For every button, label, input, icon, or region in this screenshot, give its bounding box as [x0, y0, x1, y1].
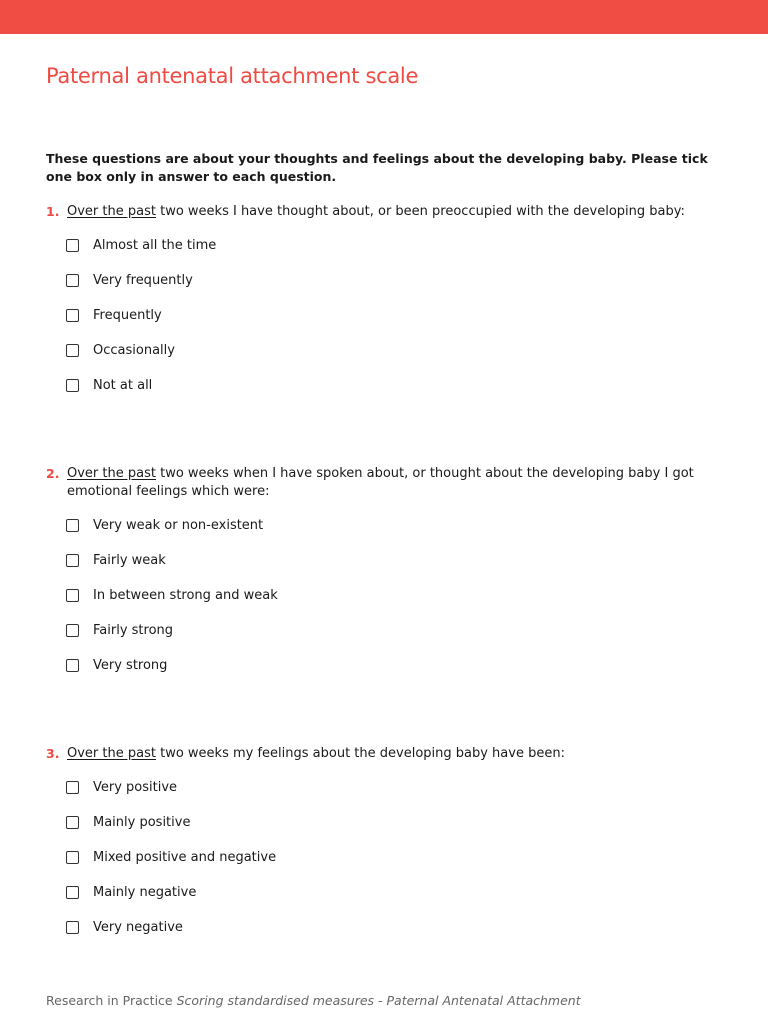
checkbox[interactable] [66, 239, 79, 252]
checkbox[interactable] [66, 309, 79, 322]
checkbox[interactable] [66, 921, 79, 934]
option-label: In between strong and weak [93, 588, 278, 603]
checkbox[interactable] [66, 624, 79, 637]
option-label: Very strong [93, 658, 168, 673]
checkbox[interactable] [66, 589, 79, 602]
option-label: Very frequently [93, 273, 193, 288]
question-number: 2. [46, 466, 60, 481]
page-title: Paternal antenatal attachment scale [46, 64, 419, 88]
question-emphasis: Over the past [67, 746, 156, 761]
checkbox[interactable] [66, 379, 79, 392]
question-emphasis: Over the past [67, 466, 156, 481]
option-label: Very positive [93, 780, 178, 795]
option-label: Very weak or non-existent [93, 518, 264, 533]
question-text [67, 465, 717, 501]
question-number: 1. [46, 204, 60, 219]
option-label: Frequently [93, 308, 162, 323]
option-label: Mainly negative [93, 885, 197, 900]
option-label: Not at all [93, 378, 153, 393]
checkbox[interactable] [66, 781, 79, 794]
footer-title: Scoring standardised measures - Paternal Antenatal Attachment [176, 993, 581, 1008]
checkbox[interactable] [66, 659, 79, 672]
question-body: two weeks my feelings about the developing baby have been: [155, 746, 565, 761]
checkbox[interactable] [66, 274, 79, 287]
option-label: Fairly weak [93, 553, 166, 568]
checkbox[interactable] [66, 554, 79, 567]
option-label: Mainly positive [93, 815, 191, 830]
option-label: Occasionally [93, 343, 175, 358]
footer-source: Research in Practice [46, 993, 177, 1008]
checkbox[interactable] [66, 886, 79, 899]
checkbox[interactable] [66, 344, 79, 357]
question-number: 3. [46, 746, 60, 761]
question-body: two weeks when I have spoken about, or thought about the developing baby I got emotional feelings which were: [67, 466, 694, 499]
question-emphasis: Over the past [67, 204, 156, 219]
page-footer [46, 993, 581, 1008]
top-accent-bar [0, 0, 768, 34]
instructions: These questions are about your thoughts and feelings about the developing baby. Please tick one box only in answer to each question. [46, 151, 708, 184]
question-text [67, 745, 717, 763]
question-text [67, 203, 717, 221]
checkbox[interactable] [66, 816, 79, 829]
checkbox[interactable] [66, 519, 79, 532]
option-label: Almost all the time [93, 238, 217, 253]
option-label: Very negative [93, 920, 183, 935]
option-label: Fairly strong [93, 623, 174, 638]
option-label: Mixed positive and negative [93, 850, 277, 865]
checkbox[interactable] [66, 851, 79, 864]
question-body: two weeks I have thought about, or been preoccupied with the developing baby: [155, 204, 685, 219]
